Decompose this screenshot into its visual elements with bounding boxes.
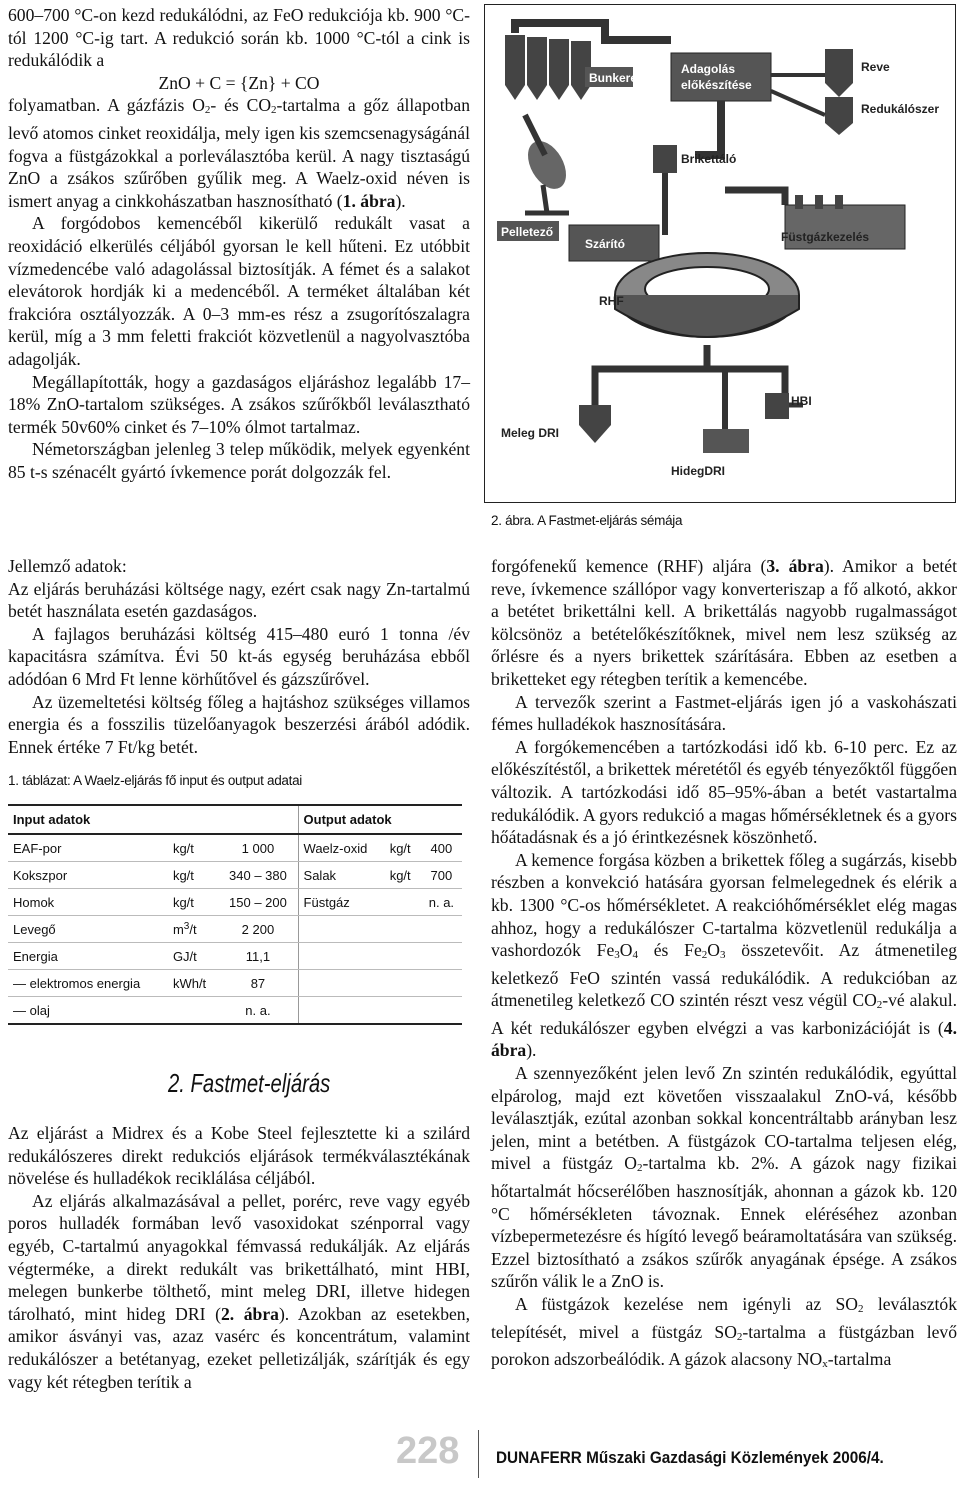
table-row: [8, 970, 462, 997]
table-cell: $m^3/t$: [168, 916, 218, 943]
label-redukaloszer: Redukálószer: [861, 102, 940, 116]
left-column-top: [8, 4, 470, 483]
paragraph: Az üzemeltetési költség főleg a hajtáshoz szükséges villamos energia és a fosszilis tüzelőanyagok beszerzési árából adódik. Ennek értéke 7 Ft/kg betét.: [8, 691, 470, 757]
paragraph: A kemence forgása közben a brikettek főleg a sugárzás, kisebb részben a konvekció hatására gyorsan felmelegednek és elérik a kb. 1300 °C-os hőmérsékletet. A reakcióhőmérséklet elég magas ahhoz, hogy a redukálószer C-tartalma közvetlenül redukálja a vashordozók Fe3O4 és Fe2O3 összetevőit. Az átmenetileg keletkező FeO szintén vassá redukálódik. A redukcióban az átmenetileg keletkező CO szintén részt vesz végül CO2-vé alakul. A két redukálószer egyben elvégzi a vas karbonizációját is (4. ábra).: [491, 849, 957, 1061]
label-rhf: RHF: [599, 294, 624, 308]
table-cell: 2 200: [218, 916, 298, 943]
label-reve: Reve: [861, 60, 890, 74]
briquetting-icon: [653, 145, 677, 173]
table-cell: [421, 997, 462, 1025]
paragraph: 600–700 °C-on kezd redukálódni, az FeO redukciója kb. 900 °C-tól 1200 °C-ig tart. A redukció során kb. 1000 °C-tól a cink is redukálódik a: [8, 5, 470, 71]
left-column-bottom: [8, 555, 470, 758]
page-number: 228: [396, 1430, 460, 1472]
paragraph: A füstgázok kezelése nem igényli az SO2 leválasztók telepítését, mivel a füstgáz SO2-tartalma a füstgázban levő porokon adszorbeálódik. A gázok alacsony NOx-tartalma: [491, 1294, 957, 1371]
paragraph: Megállapították, hogy a gazdaságos eljáráshoz legalább 17–18% ZnO-tartalom szükséges. A zsákos szűrőkből leválasztható termék 50v60% cinket és 7–10% ólmot tartalmaz.: [8, 371, 470, 437]
hbi-press-icon: [765, 393, 789, 419]
paragraph-heading: Jellemző adatok:: [8, 556, 127, 576]
table-cell: Waelz-oxid: [298, 834, 385, 862]
table-cell: [168, 997, 218, 1025]
label-meleg-dri: Meleg DRI: [501, 426, 560, 440]
table-cell: Füstgáz: [298, 889, 385, 916]
process-diagram: [485, 5, 955, 502]
paragraph: Az eljárás beruházási költsége nagy, ezért csak nagy Zn-tartalmú betét használata esetén gazdaságos.: [8, 578, 470, 622]
table-cell: kg/t: [168, 862, 218, 889]
table-cell: 700: [421, 862, 462, 889]
table-cell: [385, 916, 421, 943]
figure-fastmet-diagram: [484, 4, 956, 503]
table-cell: GJ/t: [168, 943, 218, 970]
section-title: 2. Fastmet-eljárás: [168, 1068, 331, 1098]
table-header-output: Output adatok: [298, 805, 462, 834]
label-bunkerek: Bunkerek: [589, 71, 644, 85]
rhf-furnace-icon: [615, 253, 799, 337]
table-cell: Kokszpor: [8, 862, 168, 889]
table-cell: 400: [421, 834, 462, 862]
label-hideg-dri: HidegDRI: [671, 464, 725, 478]
table-cell: Energia: [8, 943, 168, 970]
data-table-waelz: [8, 804, 462, 1025]
cold-dri-cooler-icon: [703, 429, 749, 453]
table-cell: kg/t: [385, 862, 421, 889]
label-elokeszites: előkészítése: [681, 78, 752, 92]
figure-reference: 3. ábra: [766, 556, 824, 576]
figure-reference: 4. ábra: [491, 1017, 957, 1061]
table-row: [8, 889, 462, 916]
table-cell: [298, 997, 385, 1025]
paragraph: forgófenekű kemence (RHF) aljára (3. ábra). Amikor a betét reve, ívkemence szállópor vagy konverteriszap a fő alkotó, akkor a betétet brikettálni kell. A brikettálás nagyobb rugalmasságot kölcsönöz a betételőkészítőknek, mivel nem lesz szükség az őrlésre és a nyers brikettek szárítására. Ebben az esetben a briketteket egy rétegben terítik a kemencébe.: [491, 556, 957, 689]
table-header-row: [8, 805, 462, 834]
right-column-bottom: [491, 555, 957, 1376]
figure-reference: 2. ábra: [220, 1303, 279, 1324]
table-cell: Levegő: [8, 916, 168, 943]
table-cell: 150 – 200: [218, 889, 298, 916]
equation: ZnO + C = {Zn} + CO: [158, 72, 320, 93]
paragraph: folyamatban. A gázfázis O2- és CO2-tartalma a gőz állapotban levő atomos cinket reoxidálja, mely igen kis szemcsenagyságánál fogva a füstgázokkal a porleválasztóba kerül. A nagy tisztaságú ZnO a zsákos szűrőben gyűlik meg. A Waelz-oxid néven is ismert anyag a cinkkohászatban hasznosítható (1. ábra).: [8, 95, 470, 211]
paragraph: Az eljárás alkalmazásával a pellet, porérc, reve vagy egyéb poros hulladék formában levő vasoxidokat szénporral vagy egyéb, C-tartalmú anyagokkal fémvassá redukálják. Az eljárás végterméke, a direkt redukált vas brikettálható, mint HBI, melegen bunkerbe tölthető, mint meleg DRI, illetve hidegen tárolható, mint hideg DRI (2. ábra). Azokban az esetekben, amikor ásványi vas, azaz vasérc és koncentrátum, valamint redukálószer a betétanyag, ezeket pelletizálják, szárítják és egy vagy két rétegben terítik a: [8, 1190, 471, 1392]
table-cell: kg/t: [168, 889, 218, 916]
label-hbi: HBI: [791, 394, 812, 408]
table-cell: 1 000: [218, 834, 298, 862]
table-cell: kg/t: [168, 834, 218, 862]
table-cell: [385, 943, 421, 970]
table-cell: Homok: [8, 889, 168, 916]
table-cell: Salak: [298, 862, 385, 889]
table-cell: — elektromos energia: [8, 970, 168, 997]
label-pelletezo: Pelletező: [501, 225, 554, 239]
table-cell: 87: [218, 970, 298, 997]
table-cell: n. a.: [421, 889, 462, 916]
table-cell: EAF-por: [8, 834, 168, 862]
table-row: [8, 916, 462, 943]
table-cell: [421, 916, 462, 943]
label-adagolas: Adagolás: [681, 62, 736, 76]
table-cell: [421, 943, 462, 970]
journal-title: DUNAFERR Műszaki Gazdasági Közlemények 2006/4.: [496, 1448, 884, 1467]
table-cell: [385, 970, 421, 997]
paragraph: A forgókemencében a tartózkodási idő kb. 6-10 perc. Ez az előkészítéstől, a brikettek méretétől és egyéb tényezőktől függően változik. A tartózkodási idő 85–95%-ában a betét vastartalma redukálódik. A gyors redukció a magas hőmérsékletnek és a gyors hőátadásnak és a jó érintkezésnek köszönhető.: [491, 736, 957, 848]
table-cell: kg/t: [385, 834, 421, 862]
table-row: [8, 834, 462, 862]
table-row: [8, 943, 462, 970]
paragraph: Az eljárást a Midrex és a Kobe Steel fejlesztette ki a szilárd redukálószeres direkt redukciós eljárások termékválasztékának növelése és hulladékok reciklálása céljából.: [8, 1123, 470, 1189]
table-row: [8, 862, 462, 889]
feed-prep-box: [671, 53, 771, 101]
paragraph: A fajlagos beruházási költség 415–480 euró 1 tonna /év kapacitásra számítva. Évi 50 kt-ás egység beruházása ebből adódóan 6 Mrd Ft lenne körhűtővel és gázszűrővel.: [8, 623, 470, 689]
table-cell: 340 – 380: [218, 862, 298, 889]
label-szarito: Szárító: [585, 237, 626, 251]
label-brikettalo: Brikettáló: [681, 152, 737, 166]
table-cell: [298, 916, 385, 943]
table-header-input: Input adatok: [8, 805, 298, 834]
table-cell: [385, 997, 421, 1025]
label-fustgazkezeles: Füstgázkezelés: [781, 230, 870, 244]
figure-caption: 2. ábra. A Fastmet-eljárás sémája: [491, 513, 683, 528]
paragraph: A szennyezőként jelen levő Zn szintén redukálódik, egyúttal elpárolog, majd ezt követően visszaalakul ZnO-vá, később leválasztják, ezútal azonban sokkal koncentráltabb arányban lesz jelen, mint a betétben. A füstgázok CO-tartalma teljesen elég, mivel a füstgáz O2-tartalma kb. 2%. A gázok nagy fizikai hőtartalmát hőcserélőben hasznosítják, ahonnan a gázok kb. 120 °C hőmérsékleten távoznak. Ennek eléréséhez azonban vízbepermetezésre és hígító levegő beáramoltatására van szükség. Ezzel biztosítható a zsákos szűrők anyagának épsége. A zsákos szűrőn válik le a ZnO is.: [491, 1063, 957, 1292]
table-cell: — olaj: [8, 997, 168, 1025]
paragraph: A forgódobos kemencéből kikerülő redukált vasat a reoxidáció elkerülés céljából gyorsan le kell hűteni. Ez utóbbit vízmedencébe való adagolással biztosítják. A fémet és a salakot elevátorok hordják ki a medencéből. A terméket általában két frakcióra osztályozzák. A 0–3 mm-es rész a zsugorítószalagra kerül, míg a 3 mm feletti frakciót közvetlenül a nagyolvasztóba adagolják.: [8, 213, 470, 369]
figure-reference: 1. ábra: [342, 190, 396, 211]
paragraph: Németországban jelenleg 3 telep működik, melyek egyenként 85 t-s szénacélt gyártó ívkemence porát dolgozzák fel.: [8, 439, 470, 482]
table-caption: 1. táblázat: A Waelz-eljárás fő input és output adatai: [8, 773, 302, 788]
left-column-section: [8, 1122, 470, 1393]
table-cell: kWh/t: [168, 970, 218, 997]
table-cell: [421, 970, 462, 997]
table-cell: [385, 889, 421, 916]
table-cell: [298, 943, 385, 970]
paragraph: A tervezők szerint a Fastmet-eljárás igen jó a vaskohászati fémes hulladékok hasznosítására.: [491, 691, 957, 735]
table-cell: 11,1: [218, 943, 298, 970]
table-cell: [298, 970, 385, 997]
footer-divider: [478, 1430, 479, 1478]
table-row: [8, 997, 462, 1025]
table-cell: n. a.: [218, 997, 298, 1025]
